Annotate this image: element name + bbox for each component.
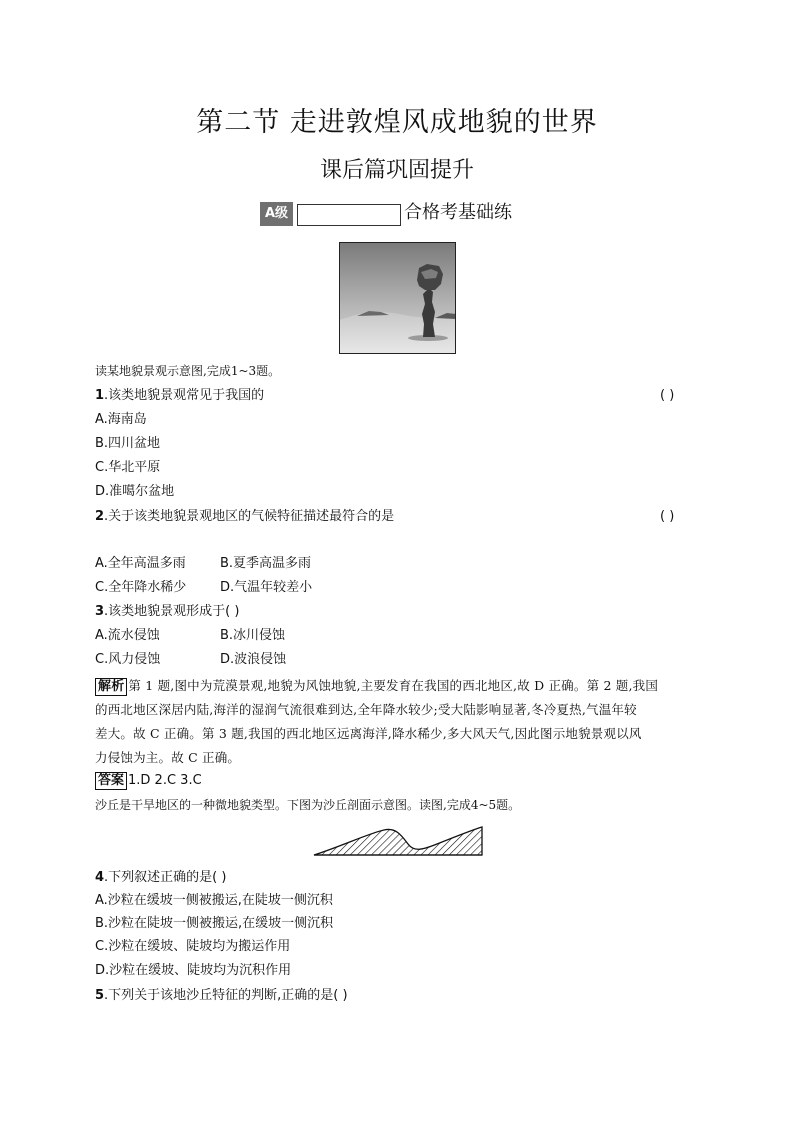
option-2c: C.全年降水稀少 [95,580,187,595]
question-4 [95,868,226,888]
option-2d: D.气温年较差小 [220,580,313,595]
question-number: 3 [95,604,105,619]
page-subtitle: 课后篇巩固提升 [319,158,474,183]
option-3c: C.风力侵蚀 [95,652,161,667]
level-underline-box [297,204,401,226]
option-2b: B.夏季高温多雨 [220,556,312,571]
level-badge: A级 [260,202,293,226]
desert-ground [339,312,456,354]
option-4b: B.沙粒在陡坡一侧被搬运,在缓坡一侧沉积 [95,916,334,931]
question-text: .该类地貌景观常见于我国的 [104,388,265,403]
question-number: 4 [95,870,105,885]
answer-tag: 答案 [95,772,127,790]
intro-q4-5: 沙丘是干旱地区的一种微地貌类型。下图为沙丘剖面示意图。读图,完成4~5题。 [95,798,521,812]
question-text: .下列叙述正确的是( ) [104,870,227,885]
question-2 [95,507,394,527]
option-3b: B.冰川侵蚀 [220,628,286,643]
analysis-line: 差大。故 C 正确。第 3 题,我国的西北地区远离海洋,降水稀少,多大风天气,因此图示地貌景观以风 [95,726,642,741]
question-text: .下列关于该地沙丘特征的判断,正确的是( ) [104,988,348,1003]
sand-dune-profile-diagram [312,822,484,858]
option-3a: A.流水侵蚀 [95,628,160,643]
answer-paren-1: ( ) [660,388,675,403]
analysis-block [95,674,695,770]
question-text: .该类地貌景观形成于( ) [104,604,240,619]
option-1c: C.华北平原 [95,460,161,475]
level-label: 合格考基础练 [404,202,512,223]
question-3 [95,602,239,622]
level-heading [260,200,512,226]
option-1b: B.四川盆地 [95,436,161,451]
option-4d: D.沙粒在缓坡、陡坡均为沉积作用 [95,963,292,978]
answer-line [95,771,202,791]
question-5 [95,986,348,1006]
question-text: .关于该类地貌景观地区的气候特征描述最符合的是 [104,509,395,524]
analysis-line: 的西北地区深居内陆,海洋的湿润气流很难到达,全年降水较少;受大陆影响显著,冬冷夏热,气温年较 [95,702,637,717]
intro-q1-3: 读某地貌景观示意图,完成1~3题。 [95,364,281,378]
answer-text: 1.D 2.C 3.C [128,773,202,788]
analysis-line: 力侵蚀为主。故 C 正确。 [95,750,241,765]
analysis-line: 解析 第 1 题,图中为荒漠景观,地貌为风蚀地貌,主要发育在我国的西北地区,故 D 正确。第 2 题,我国 [95,674,695,698]
option-4a: A.沙粒在缓坡一侧被搬运,在陡坡一侧沉积 [95,893,333,908]
section-title: 第二节 走进敦煌风成地貌的世界 [196,107,598,138]
question-number: 1 [95,388,105,403]
analysis-tag: 解析 [95,678,127,696]
option-1a: A.海南岛 [95,412,147,427]
question-1 [95,386,264,406]
option-1d: D.准噶尔盆地 [95,484,175,499]
option-3d: D.波浪侵蚀 [220,652,287,667]
option-2a: A.全年高温多雨 [95,556,186,571]
dune-cross-section [314,827,482,855]
answer-paren-2: ( ) [660,509,675,524]
question-number: 2 [95,509,105,524]
landform-photo [339,242,456,354]
option-4c: C.沙粒在缓坡、陡坡均为搬运作用 [95,939,291,954]
question-number: 5 [95,988,105,1003]
